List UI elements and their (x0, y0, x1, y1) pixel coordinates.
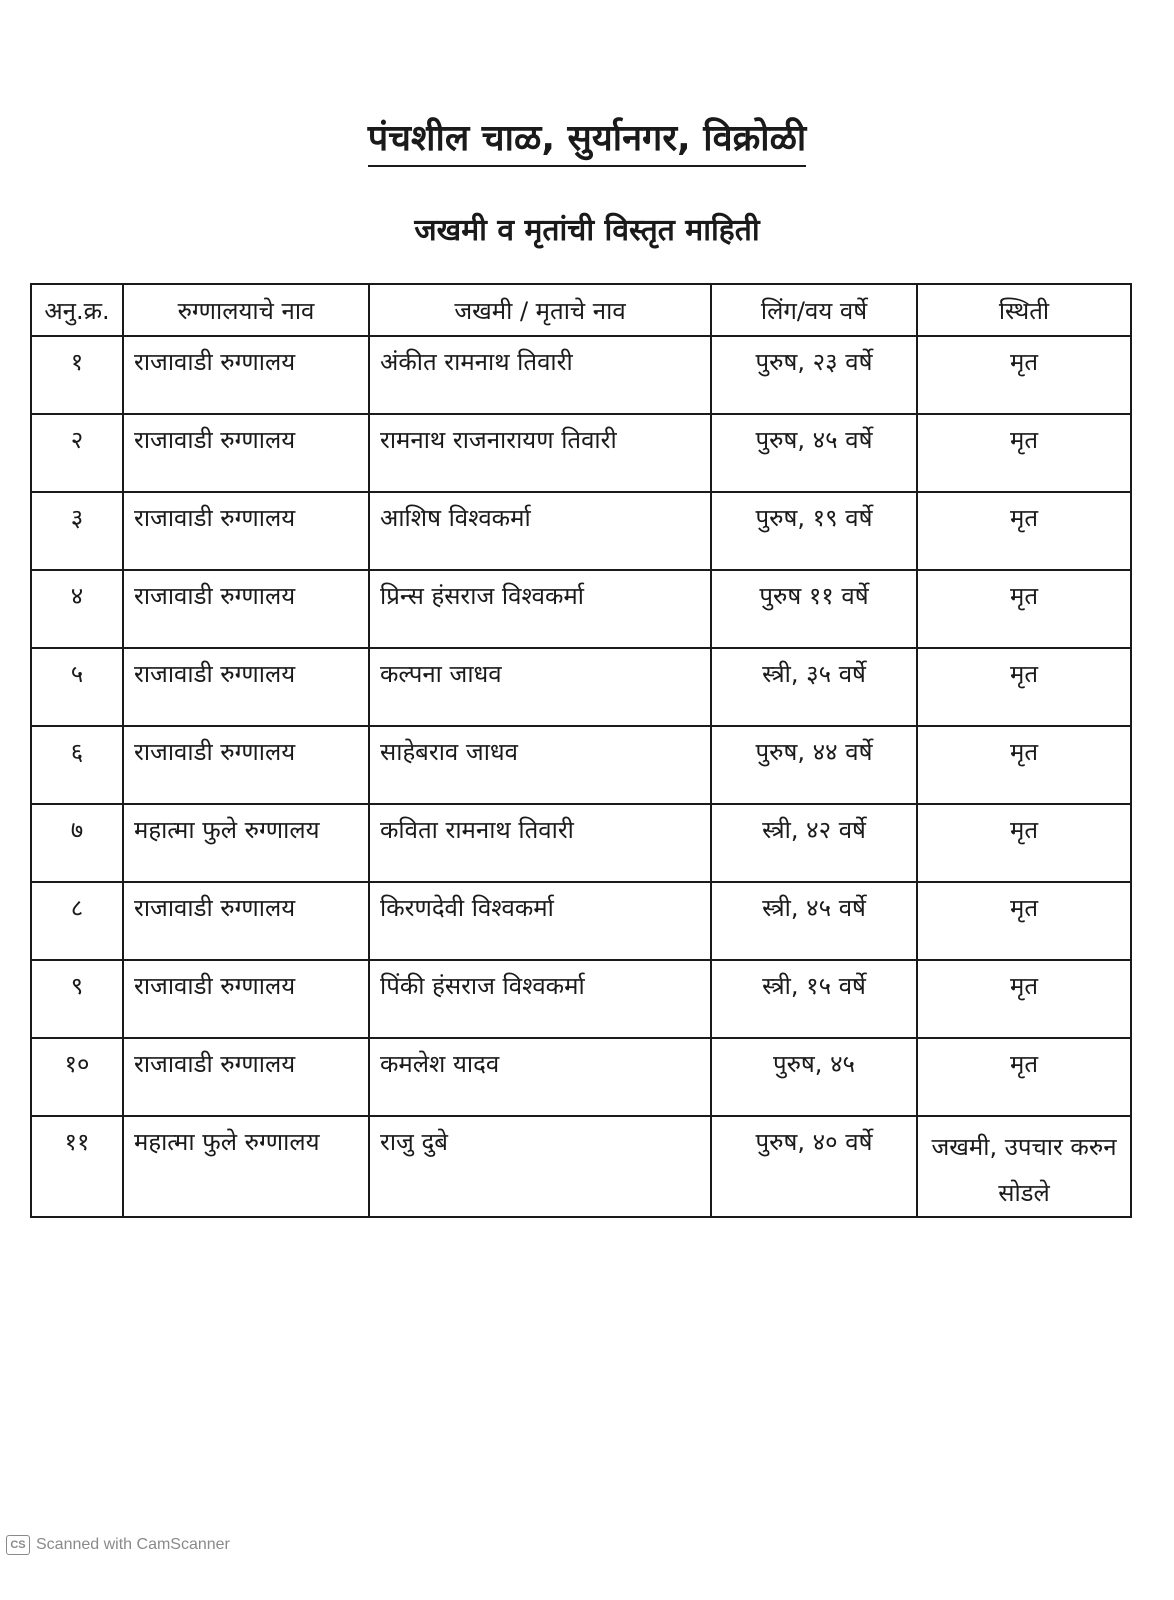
cell-hospital: राजावाडी रुग्णालय (123, 726, 369, 804)
cell-serial-no: ११ (31, 1116, 123, 1217)
cell-gender-age: पुरुष, १९ वर्षे (711, 492, 917, 570)
cell-gender-age: पुरुष, ४५ (711, 1038, 917, 1116)
cell-name: रामनाथ राजनारायण तिवारी (369, 414, 711, 492)
table-row (31, 1038, 1131, 1116)
cell-hospital: राजावाडी रुग्णालय (123, 882, 369, 960)
table-row (31, 804, 1131, 882)
cell-serial-no: ७ (31, 804, 123, 882)
header-gender-age: लिंग/वय वर्षे (711, 284, 917, 336)
cell-hospital: राजावाडी रुग्णालय (123, 414, 369, 492)
cell-serial-no: २ (31, 414, 123, 492)
header-person-name: जखमी / मृताचे नाव (369, 284, 711, 336)
cell-name: कमलेश यादव (369, 1038, 711, 1116)
cell-status: मृत (917, 570, 1131, 648)
cell-status: मृत (917, 648, 1131, 726)
header-status: स्थिती (917, 284, 1131, 336)
cell-gender-age: पुरुष, ४० वर्षे (711, 1116, 917, 1217)
cell-gender-age: पुरुष, २३ वर्षे (711, 336, 917, 414)
cell-hospital: महात्मा फुले रुग्णालय (123, 1116, 369, 1217)
cell-hospital: राजावाडी रुग्णालय (123, 1038, 369, 1116)
cell-hospital: राजावाडी रुग्णालय (123, 648, 369, 726)
cell-name: आशिष विश्वकर्मा (369, 492, 711, 570)
cell-name: पिंकी हंसराज विश्वकर्मा (369, 960, 711, 1038)
cell-status: मृत (917, 960, 1131, 1038)
header-serial-no: अनु.क्र. (31, 284, 123, 336)
document-title-text: पंचशील चाळ, सुर्यानगर, विक्रोळी (368, 118, 807, 167)
cell-name: राजु दुबे (369, 1116, 711, 1217)
cell-name: किरणदेवी विश्वकर्मा (369, 882, 711, 960)
cell-serial-no: ४ (31, 570, 123, 648)
table-row (31, 960, 1131, 1038)
cell-name: प्रिन्स हंसराज विश्वकर्मा (369, 570, 711, 648)
table-row (31, 492, 1131, 570)
cell-serial-no: ८ (31, 882, 123, 960)
cell-gender-age: स्त्री, ४२ वर्षे (711, 804, 917, 882)
header-hospital-name: रुग्णालयाचे नाव (123, 284, 369, 336)
cell-name: कविता रामनाथ तिवारी (369, 804, 711, 882)
cell-gender-age: पुरुष ११ वर्षे (711, 570, 917, 648)
cell-status (917, 1116, 1131, 1217)
scanner-watermark-text: Scanned with CamScanner (36, 1536, 230, 1553)
cell-name: अंकीत रामनाथ तिवारी (369, 336, 711, 414)
camscanner-logo-icon: CS (6, 1535, 30, 1555)
cell-serial-no: १ (31, 336, 123, 414)
cell-status: मृत (917, 882, 1131, 960)
cell-name: कल्पना जाधव (369, 648, 711, 726)
cell-status: मृत (917, 1038, 1131, 1116)
document-subtitle: जखमी व मृतांची विस्तृत माहिती (414, 213, 760, 248)
table-row (31, 570, 1131, 648)
cell-status-text: जखमी, उपचार करुन सोडले (931, 1133, 1117, 1207)
cell-hospital: राजावाडी रुग्णालय (123, 492, 369, 570)
table-row (31, 882, 1131, 960)
cell-gender-age: स्त्री, १५ वर्षे (711, 960, 917, 1038)
cell-hospital: राजावाडी रुग्णालय (123, 960, 369, 1038)
cell-serial-no: १० (31, 1038, 123, 1116)
cell-gender-age: स्त्री, ३५ वर्षे (711, 648, 917, 726)
cell-serial-no: ९ (31, 960, 123, 1038)
cell-name: साहेबराव जाधव (369, 726, 711, 804)
table-row (31, 726, 1131, 804)
cell-serial-no: ६ (31, 726, 123, 804)
casualty-table (30, 283, 1132, 1218)
table-row (31, 414, 1131, 492)
cell-hospital: महात्मा फुले रुग्णालय (123, 804, 369, 882)
table-row (31, 648, 1131, 726)
cell-status: मृत (917, 336, 1131, 414)
cell-hospital: राजावाडी रुग्णालय (123, 570, 369, 648)
table-header-row (31, 284, 1131, 336)
cell-hospital: राजावाडी रुग्णालय (123, 336, 369, 414)
cell-serial-no: ३ (31, 492, 123, 570)
cell-status: मृत (917, 414, 1131, 492)
cell-status: मृत (917, 492, 1131, 570)
document-title (0, 118, 1174, 167)
cell-serial-no: ५ (31, 648, 123, 726)
cell-status: मृत (917, 804, 1131, 882)
scanner-watermark (6, 1535, 230, 1555)
cell-gender-age: स्त्री, ४५ वर्षे (711, 882, 917, 960)
table-row (31, 336, 1131, 414)
table-row (31, 1116, 1131, 1217)
cell-gender-age: पुरुष, ४४ वर्षे (711, 726, 917, 804)
cell-status: मृत (917, 726, 1131, 804)
cell-gender-age: पुरुष, ४५ वर्षे (711, 414, 917, 492)
